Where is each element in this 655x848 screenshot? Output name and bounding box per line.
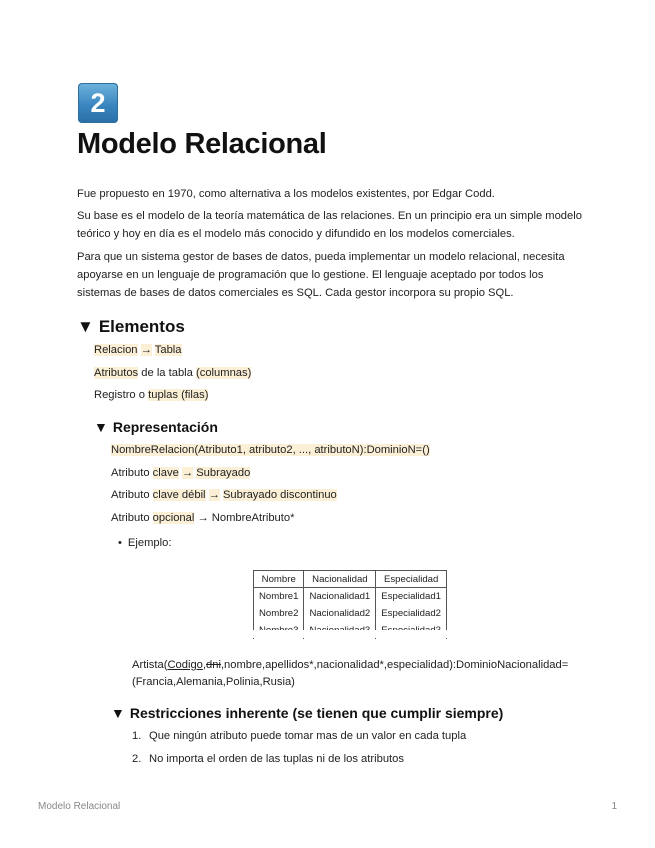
arrow-icon: → bbox=[140, 344, 152, 356]
artista-comma: , bbox=[202, 659, 206, 671]
intro-paragraph-3: Para que un sistema gestor de bases de datos, pueda implementar un modelo relacional, necesita apoyarse en un lenguaje de programación que lo gestione. El lenguaje aceptado por todos los sistemas de bases de datos comerciales es SQL. Cada gestor incorpora su propio SQL. bbox=[77, 251, 565, 299]
table-header-cell: Nacionalidad bbox=[304, 571, 376, 588]
artista-prefix: Artista( bbox=[132, 659, 168, 671]
term-subrayado: Subrayado bbox=[196, 467, 251, 479]
text-atributo: Atributo bbox=[111, 512, 153, 524]
elementos-heading-text: Elementos bbox=[98, 317, 185, 336]
term-tabla: Tabla bbox=[154, 344, 182, 356]
table-header-cell: Nombre bbox=[254, 571, 304, 588]
collapse-triangle-icon[interactable]: ▼ bbox=[94, 419, 108, 435]
chapter-number-badge bbox=[78, 83, 118, 123]
footer-doc-title: Modelo Relacional bbox=[38, 801, 121, 812]
list-number: 1. bbox=[132, 730, 142, 742]
table-cell: Especialidad1 bbox=[376, 588, 447, 605]
representacion-heading-text: Representación bbox=[112, 419, 218, 435]
elementos-item-atributos bbox=[94, 367, 251, 379]
intro-paragraph-1: Fue propuesto en 1970, como alternativa a los modelos existentes, por Edgar Codd. bbox=[77, 188, 495, 200]
arrow-icon: → bbox=[208, 489, 220, 501]
table-header-row bbox=[254, 571, 447, 588]
elementos-heading[interactable] bbox=[77, 317, 185, 337]
chapter-number: 2 bbox=[90, 87, 106, 118]
term-atributos: Atributos bbox=[94, 367, 139, 379]
text-atributo: Atributo bbox=[111, 467, 153, 479]
footer-page-number: 1 bbox=[611, 801, 617, 812]
arrow-icon: → bbox=[197, 512, 209, 524]
table-cell: Nacionalidad2 bbox=[304, 605, 376, 622]
restriccion-item-2 bbox=[132, 753, 404, 765]
term-columnas: (columnas) bbox=[196, 367, 252, 379]
term-clave: clave bbox=[152, 467, 179, 479]
table-cell: Especialidad2 bbox=[376, 605, 447, 622]
term-nombre-atributo: NombreAtributo* bbox=[211, 512, 295, 524]
restriccion-item-1 bbox=[132, 730, 466, 742]
elementos-item-registro bbox=[94, 389, 208, 401]
term-clave-debil: clave débil bbox=[152, 489, 206, 501]
table-cell: Nombre1 bbox=[254, 588, 304, 605]
ejemplo-label: Ejemplo: bbox=[127, 537, 172, 549]
table-cell: Nombre2 bbox=[254, 605, 304, 622]
artista-domain-values: (Francia,Alemania,Polinia,Rusia) bbox=[132, 676, 295, 688]
representacion-item-clave bbox=[111, 467, 250, 479]
term-subrayado-discontinuo: Subrayado discontinuo bbox=[222, 489, 337, 501]
example-table bbox=[253, 570, 447, 639]
term-opcional: opcional bbox=[152, 512, 195, 524]
representacion-item-opcional bbox=[111, 512, 294, 524]
artista-rest: ,nombre,apellidos*,nacionalidad*,especialidad):DominioNacionalidad= bbox=[220, 659, 569, 671]
elementos-item-relacion bbox=[94, 344, 182, 356]
bullet-item-ejemplo bbox=[118, 537, 171, 549]
formula-text: NombreRelacion(Atributo1, atributo2, ..., atributoN):DominioN=() bbox=[111, 444, 430, 456]
collapse-triangle-icon[interactable]: ▼ bbox=[111, 705, 125, 721]
table-header-cell: Especialidad bbox=[376, 571, 447, 588]
restricciones-heading[interactable] bbox=[111, 705, 503, 721]
artista-key-codigo: Codigo bbox=[167, 659, 203, 671]
text-registro-o: Registro o bbox=[94, 389, 149, 401]
page-title: Modelo Relacional bbox=[77, 128, 327, 160]
arrow-icon: → bbox=[181, 467, 194, 479]
text-de-la-tabla: de la tabla bbox=[138, 367, 197, 379]
list-number: 2. bbox=[132, 753, 142, 765]
table-row bbox=[254, 605, 447, 622]
table-crop-cover bbox=[250, 630, 460, 638]
restriccion-text: Que ningún atributo puede tomar mas de un valor en cada tupla bbox=[149, 730, 467, 742]
representacion-formula bbox=[111, 444, 430, 456]
intro-paragraph-2: Su base es el modelo de la teoría matemática de las relaciones. En un principio era un simple modelo teórico y hoy en día es el modelo más conocido y difundido en los modelos comerciales. bbox=[77, 210, 582, 240]
term-relacion: Relacion bbox=[94, 344, 138, 356]
term-tuplas: tuplas (filas) bbox=[148, 389, 209, 401]
text-atributo: Atributo bbox=[111, 489, 153, 501]
representacion-item-clave-debil bbox=[111, 489, 337, 501]
artista-definition bbox=[132, 657, 602, 691]
bullet-dot-icon: • bbox=[118, 537, 122, 549]
artista-weak-key-dni: dni bbox=[206, 659, 221, 671]
table-cell: Nacionalidad1 bbox=[304, 588, 376, 605]
collapse-triangle-icon[interactable]: ▼ bbox=[77, 317, 94, 336]
restricciones-heading-text: Restricciones inherente (se tienen que cumplir siempre) bbox=[129, 705, 504, 721]
table-row bbox=[254, 588, 447, 605]
representacion-heading[interactable] bbox=[94, 419, 218, 435]
restriccion-text: No importa el orden de las tuplas ni de los atributos bbox=[149, 753, 404, 765]
